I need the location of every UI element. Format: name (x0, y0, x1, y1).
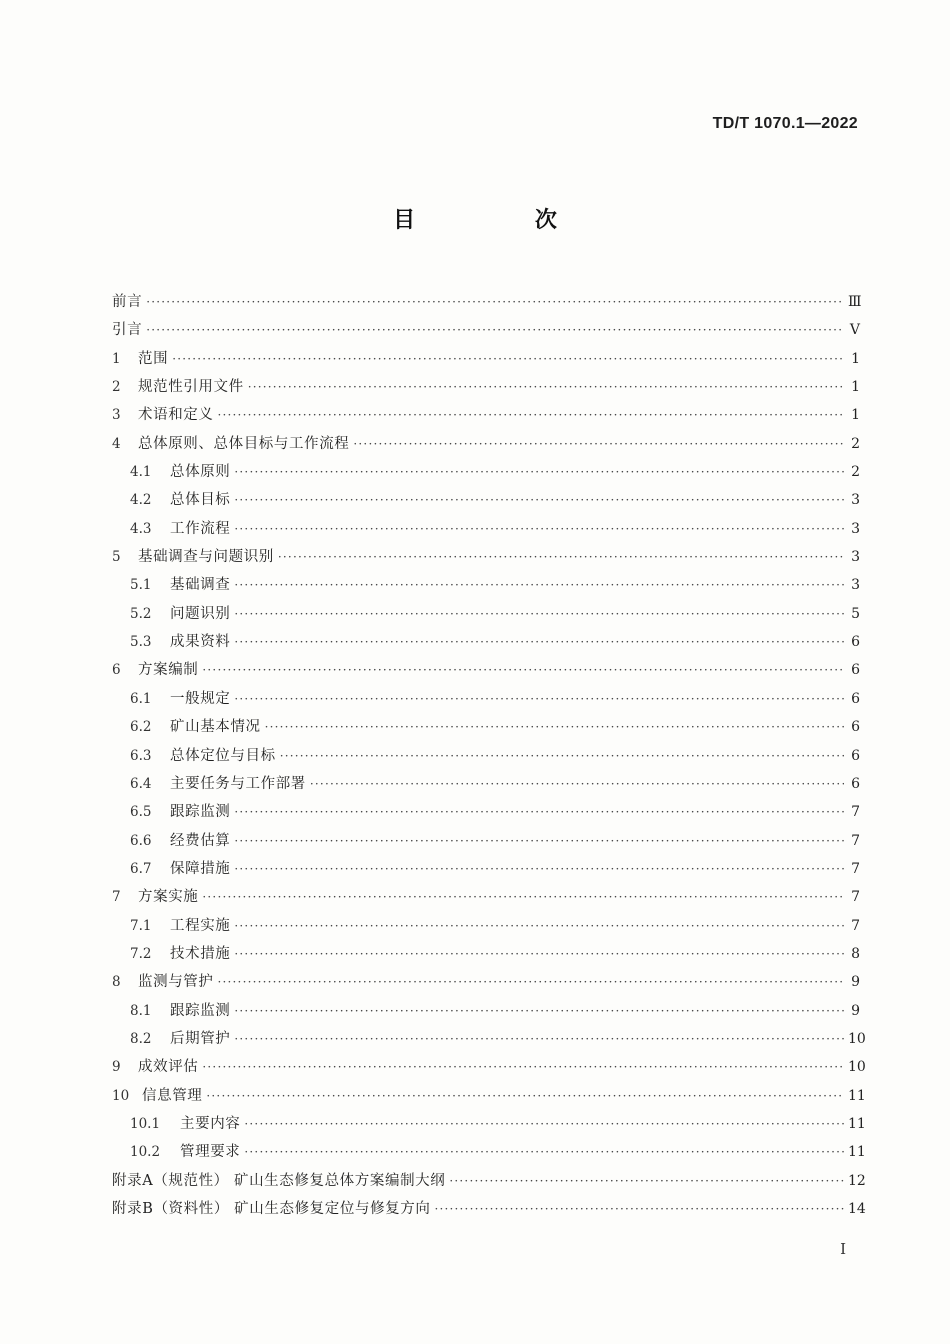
toc-entry-label: 总体定位与目标 (170, 747, 276, 764)
toc-entry-label: 信息管理 (142, 1087, 203, 1104)
toc-entry-page: 9 (851, 1002, 860, 1019)
toc-entry[interactable] (112, 345, 860, 373)
toc-entry-page: Ⅴ (849, 322, 860, 339)
toc-entry[interactable] (112, 486, 860, 514)
toc-entry-page: 2 (851, 435, 860, 452)
toc-entry-page: 7 (851, 889, 860, 906)
toc-entry[interactable] (112, 827, 860, 855)
toc-entry-page: 6 (851, 634, 860, 651)
toc-entry-page: 1 (851, 350, 860, 367)
toc-dot-leader (280, 742, 844, 770)
toc-entry-number: 5.3 (130, 634, 152, 651)
toc-dot-leader (265, 713, 844, 741)
toc-entry[interactable] (112, 628, 860, 656)
toc-dot-leader (218, 968, 845, 996)
toc-entry-number: 10 (112, 1087, 130, 1104)
toc-dot-leader (234, 486, 844, 514)
toc-dot-leader (244, 1138, 844, 1166)
toc-entry[interactable] (112, 855, 860, 883)
toc-dot-leader (146, 288, 844, 316)
toc-entry-label: 跟踪监测 (170, 804, 231, 821)
toc-dot-leader (244, 1110, 844, 1138)
toc-dot-leader (278, 543, 844, 571)
toc-entry-number: 3 (112, 407, 121, 424)
toc-dot-leader (146, 316, 844, 344)
toc-entry-number: 4.2 (130, 492, 152, 509)
toc-entry[interactable] (112, 1053, 866, 1081)
toc-entry[interactable] (112, 1110, 866, 1138)
toc-entry[interactable] (112, 742, 860, 770)
toc-entry-label: 技术措施 (170, 945, 231, 962)
toc-entry-number: 5.2 (130, 605, 152, 622)
toc-entry-label: 工作流程 (170, 520, 231, 537)
toc-entry-number: 4.1 (130, 464, 152, 481)
toc-entry[interactable] (112, 912, 860, 940)
toc-entry-page: 6 (851, 719, 860, 736)
toc-entry-label: 主要任务与工作部署 (170, 775, 306, 792)
toc-entry-label: 矿山基本情况 (170, 719, 261, 736)
toc-entry[interactable] (112, 515, 860, 543)
toc-entry-label: 总体原则 (170, 464, 231, 481)
toc-entry-label: 规范性引用文件 (138, 379, 244, 396)
toc-entry-label: 总体目标 (170, 492, 231, 509)
toc-dot-leader (234, 600, 844, 628)
toc-entry-number: 6.7 (130, 860, 152, 877)
toc-entry-page: 7 (851, 804, 860, 821)
toc-dot-leader (234, 571, 844, 599)
toc-entry-number: 6.6 (130, 832, 152, 849)
toc-entry-page: 3 (851, 577, 860, 594)
toc-entry[interactable] (112, 770, 860, 798)
toc-dot-leader (202, 656, 844, 684)
toc-dot-leader (234, 827, 844, 855)
toc-entry-number: 2 (112, 379, 121, 396)
toc-dot-leader (234, 997, 844, 1025)
toc-entry-number: 5 (112, 549, 121, 566)
toc-dot-leader (234, 515, 844, 543)
page-title: 目 次 (393, 208, 613, 233)
toc-entry-page: 7 (851, 832, 860, 849)
toc-entry-label: 前言 (112, 294, 143, 310)
toc-entry[interactable] (112, 997, 860, 1025)
toc-dot-leader (234, 855, 844, 883)
toc-entry-number: 6.5 (130, 804, 152, 821)
toc-entry[interactable] (112, 288, 860, 316)
toc-entry-label: 监测与管护 (138, 974, 214, 991)
toc-entry[interactable] (112, 1082, 866, 1110)
toc-entry[interactable] (112, 600, 860, 628)
toc-entry[interactable] (112, 940, 860, 968)
toc-entry-number: 10.1 (130, 1115, 161, 1132)
toc-entry[interactable] (112, 401, 860, 429)
toc-entry[interactable] (112, 316, 860, 344)
toc-dot-leader (234, 912, 844, 940)
toc-entry-label: 问题识别 (170, 605, 231, 622)
toc-entry[interactable] (112, 656, 860, 684)
toc-dot-leader (434, 1195, 844, 1223)
toc-entry-page: 10 (848, 1059, 866, 1076)
toc-entry-page: 6 (851, 775, 860, 792)
toc-entry[interactable] (112, 968, 860, 996)
toc-entry[interactable] (112, 685, 860, 713)
toc-dot-leader (248, 373, 844, 401)
toc-entry[interactable] (112, 373, 860, 401)
toc-entry[interactable] (112, 458, 860, 486)
toc-entry-page: 1 (851, 407, 860, 424)
toc-entry-label: 经费估算 (170, 832, 231, 849)
toc-dot-leader (234, 628, 844, 656)
toc-entry-page: Ⅲ (848, 294, 862, 310)
toc-dot-leader (234, 940, 844, 968)
toc-dot-leader (202, 883, 844, 911)
toc-entry-number: 8 (112, 974, 121, 991)
toc-entry-label: 主要内容 (180, 1115, 241, 1132)
toc-entry-page: 3 (851, 492, 860, 509)
toc-entry-page: 5 (851, 605, 860, 622)
table-of-contents (112, 288, 866, 1223)
toc-entry[interactable] (112, 1167, 866, 1195)
toc-entry-page: 11 (848, 1144, 866, 1161)
toc-entry-page: 6 (851, 662, 860, 679)
toc-dot-leader (218, 401, 845, 429)
toc-entry-number: 6 (112, 662, 121, 679)
toc-entry-label: 基础调查与问题识别 (138, 549, 274, 566)
toc-entry[interactable] (112, 713, 860, 741)
toc-entry-page: 10 (848, 1030, 866, 1047)
toc-entry-page: 6 (851, 690, 860, 707)
toc-dot-leader (206, 1082, 844, 1110)
toc-entry-number: 7.2 (130, 945, 152, 962)
toc-entry-number: 9 (112, 1059, 121, 1076)
toc-entry-number: 4 (112, 435, 121, 452)
toc-entry-label: 范围 (138, 350, 169, 367)
toc-entry-number: 8.2 (130, 1030, 152, 1047)
toc-entry-number: 4.3 (130, 520, 152, 537)
toc-entry-number: 6.2 (130, 719, 152, 736)
toc-entry-number: 5.1 (130, 577, 152, 594)
toc-entry-page: 14 (848, 1201, 866, 1217)
toc-entry[interactable] (112, 571, 860, 599)
toc-entry-page: 2 (851, 464, 860, 481)
toc-entry[interactable] (112, 1138, 866, 1166)
toc-entry[interactable] (112, 430, 860, 458)
toc-entry-page: 8 (851, 945, 860, 962)
toc-entry-page: 1 (851, 379, 860, 396)
toc-entry-label: 附录A（规范性） 矿山生态修复总体方案编制大纲 (112, 1172, 446, 1189)
toc-entry-number: 6.1 (130, 690, 152, 707)
toc-entry-label: 附录B（资料性） 矿山生态修复定位与修复方向 (112, 1201, 431, 1217)
toc-dot-leader (234, 798, 844, 826)
toc-entry-label: 基础调查 (170, 577, 231, 594)
toc-dot-leader (234, 685, 844, 713)
toc-entry-page: 9 (851, 974, 860, 991)
toc-entry-number: 6.4 (130, 775, 152, 792)
toc-dot-leader (310, 770, 844, 798)
toc-dot-leader (234, 1025, 844, 1053)
toc-entry-page: 11 (848, 1115, 866, 1132)
toc-entry-label: 总体原则、总体目标与工作流程 (138, 435, 350, 452)
toc-entry[interactable] (112, 543, 860, 571)
toc-entry-page: 12 (848, 1172, 866, 1189)
toc-entry-label: 方案编制 (138, 662, 199, 679)
toc-dot-leader (449, 1167, 844, 1195)
toc-entry-label: 引言 (112, 322, 143, 339)
toc-entry[interactable] (112, 798, 860, 826)
toc-dot-leader (353, 430, 844, 458)
toc-entry-page: 3 (851, 549, 860, 566)
page-number: Ⅰ (840, 1240, 846, 1258)
toc-entry-label: 方案实施 (138, 889, 199, 906)
toc-entry-label: 后期管护 (170, 1030, 231, 1047)
toc-entry-label: 工程实施 (170, 917, 231, 934)
toc-entry-number: 7.1 (130, 917, 152, 934)
toc-entry-page: 11 (848, 1087, 866, 1104)
toc-entry-label: 跟踪监测 (170, 1002, 231, 1019)
toc-entry-page: 3 (851, 520, 860, 537)
toc-entry[interactable] (112, 1195, 866, 1223)
toc-entry-number: 8.1 (130, 1002, 152, 1019)
document-code: TD/T 1070.1—2022 (712, 115, 858, 132)
toc-entry-page: 6 (851, 747, 860, 764)
toc-entry-label: 术语和定义 (138, 407, 214, 424)
toc-entry-number: 1 (112, 350, 121, 367)
toc-dot-leader (172, 345, 844, 373)
toc-entry[interactable] (112, 1025, 866, 1053)
toc-entry-label: 管理要求 (180, 1144, 241, 1161)
toc-entry-label: 成效评估 (138, 1059, 199, 1076)
toc-entry-number: 6.3 (130, 747, 152, 764)
toc-entry-number: 10.2 (130, 1144, 161, 1161)
toc-dot-leader (234, 458, 844, 486)
toc-entry-label: 一般规定 (170, 690, 231, 707)
toc-entry-number: 7 (112, 889, 121, 906)
toc-entry-page: 7 (851, 860, 860, 877)
toc-entry[interactable] (112, 883, 860, 911)
toc-dot-leader (202, 1053, 844, 1081)
toc-entry-label: 保障措施 (170, 860, 231, 877)
toc-entry-page: 7 (851, 917, 860, 934)
toc-entry-label: 成果资料 (170, 634, 231, 651)
